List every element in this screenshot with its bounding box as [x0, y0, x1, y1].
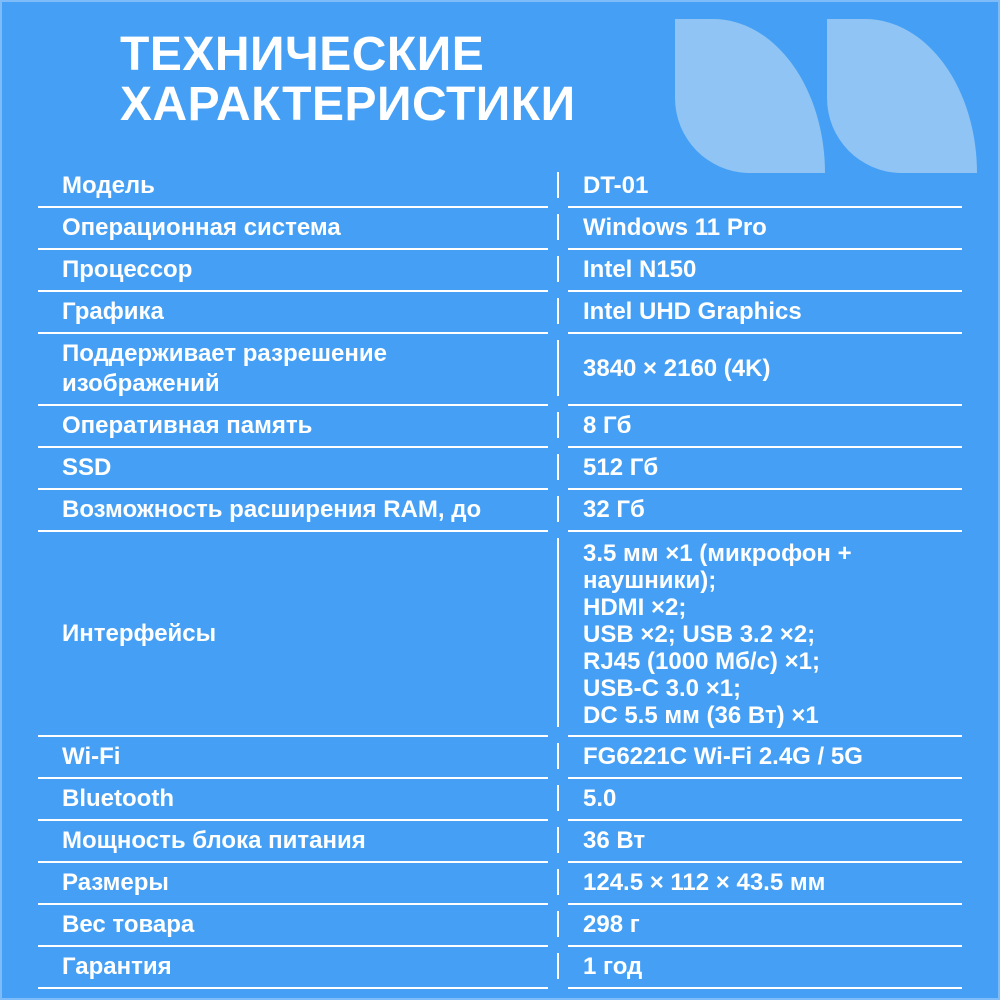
- spec-value: FG6221C Wi-Fi 2.4G / 5G: [568, 737, 962, 779]
- table-row-ram: [38, 406, 962, 448]
- spec-value: 32 Гб: [568, 490, 962, 532]
- spec-value-line: наушники);: [583, 567, 717, 594]
- table-row-psu: [38, 821, 962, 863]
- spec-value: 3840 × 2160 (4K): [568, 334, 962, 406]
- spec-value-line: HDMI ×2;: [583, 594, 687, 621]
- spec-value-line: USB-C 3.0 ×1;: [583, 675, 742, 702]
- table-row-cpu: [38, 250, 962, 292]
- spec-label: Возможность расширения RAM, до: [38, 490, 548, 532]
- page-title: [120, 30, 576, 130]
- spec-value: 5.0: [568, 779, 962, 821]
- page-title-line1: ТЕХНИЧЕСКИЕ: [120, 28, 485, 81]
- spec-label: Интерфейсы: [38, 532, 548, 737]
- spec-label: Размеры: [38, 863, 548, 905]
- spec-label: Гарантия: [38, 947, 548, 989]
- spec-label: Поддерживает разрешение изображений: [38, 334, 548, 406]
- spec-value: 36 Вт: [568, 821, 962, 863]
- quote-marks-icon: [675, 19, 977, 173]
- table-row-ram-expansion: [38, 490, 962, 532]
- table-row-os: [38, 208, 962, 250]
- spec-value: Intel N150: [568, 250, 962, 292]
- spec-label: Операционная система: [38, 208, 548, 250]
- spec-value: 124.5 × 112 × 43.5 мм: [568, 863, 962, 905]
- spec-label: Вес товара: [38, 905, 548, 947]
- table-row-weight: [38, 905, 962, 947]
- spec-value-line: DC 5.5 мм (36 Вт) ×1: [583, 702, 819, 729]
- spec-label: Wi-Fi: [38, 737, 548, 779]
- table-row-warranty: [38, 947, 962, 989]
- table-row-resolution: [38, 334, 962, 406]
- table-row-model: [38, 166, 962, 208]
- spec-label: SSD: [38, 448, 548, 490]
- spec-label: Модель: [38, 166, 548, 208]
- table-row-dimensions: [38, 863, 962, 905]
- spec-value: Windows 11 Pro: [568, 208, 962, 250]
- spec-label: Процессор: [38, 250, 548, 292]
- table-row-interfaces: [38, 532, 962, 737]
- spec-label: Мощность блока питания: [38, 821, 548, 863]
- page-title-line2: ХАРАКТЕРИСТИКИ: [120, 78, 576, 131]
- spec-value: 8 Гб: [568, 406, 962, 448]
- spec-value: 1 год: [568, 947, 962, 989]
- spec-table: [38, 166, 962, 989]
- spec-label: Оперативная память: [38, 406, 548, 448]
- spec-value: [568, 532, 962, 737]
- spec-value: DT-01: [568, 166, 962, 208]
- table-row-bluetooth: [38, 779, 962, 821]
- spec-label: Bluetooth: [38, 779, 548, 821]
- table-row-ssd: [38, 448, 962, 490]
- spec-value: 512 Гб: [568, 448, 962, 490]
- spec-value: 298 г: [568, 905, 962, 947]
- spec-value-line: USB ×2; USB 3.2 ×2;: [583, 621, 816, 648]
- spec-value-line: RJ45 (1000 Мб/с) ×1;: [583, 648, 820, 675]
- spec-value: Intel UHD Graphics: [568, 292, 962, 334]
- table-row-wifi: [38, 737, 962, 779]
- spec-label: Графика: [38, 292, 548, 334]
- table-row-graphics: [38, 292, 962, 334]
- spec-value-line: 3.5 мм ×1 (микрофон +: [583, 540, 852, 567]
